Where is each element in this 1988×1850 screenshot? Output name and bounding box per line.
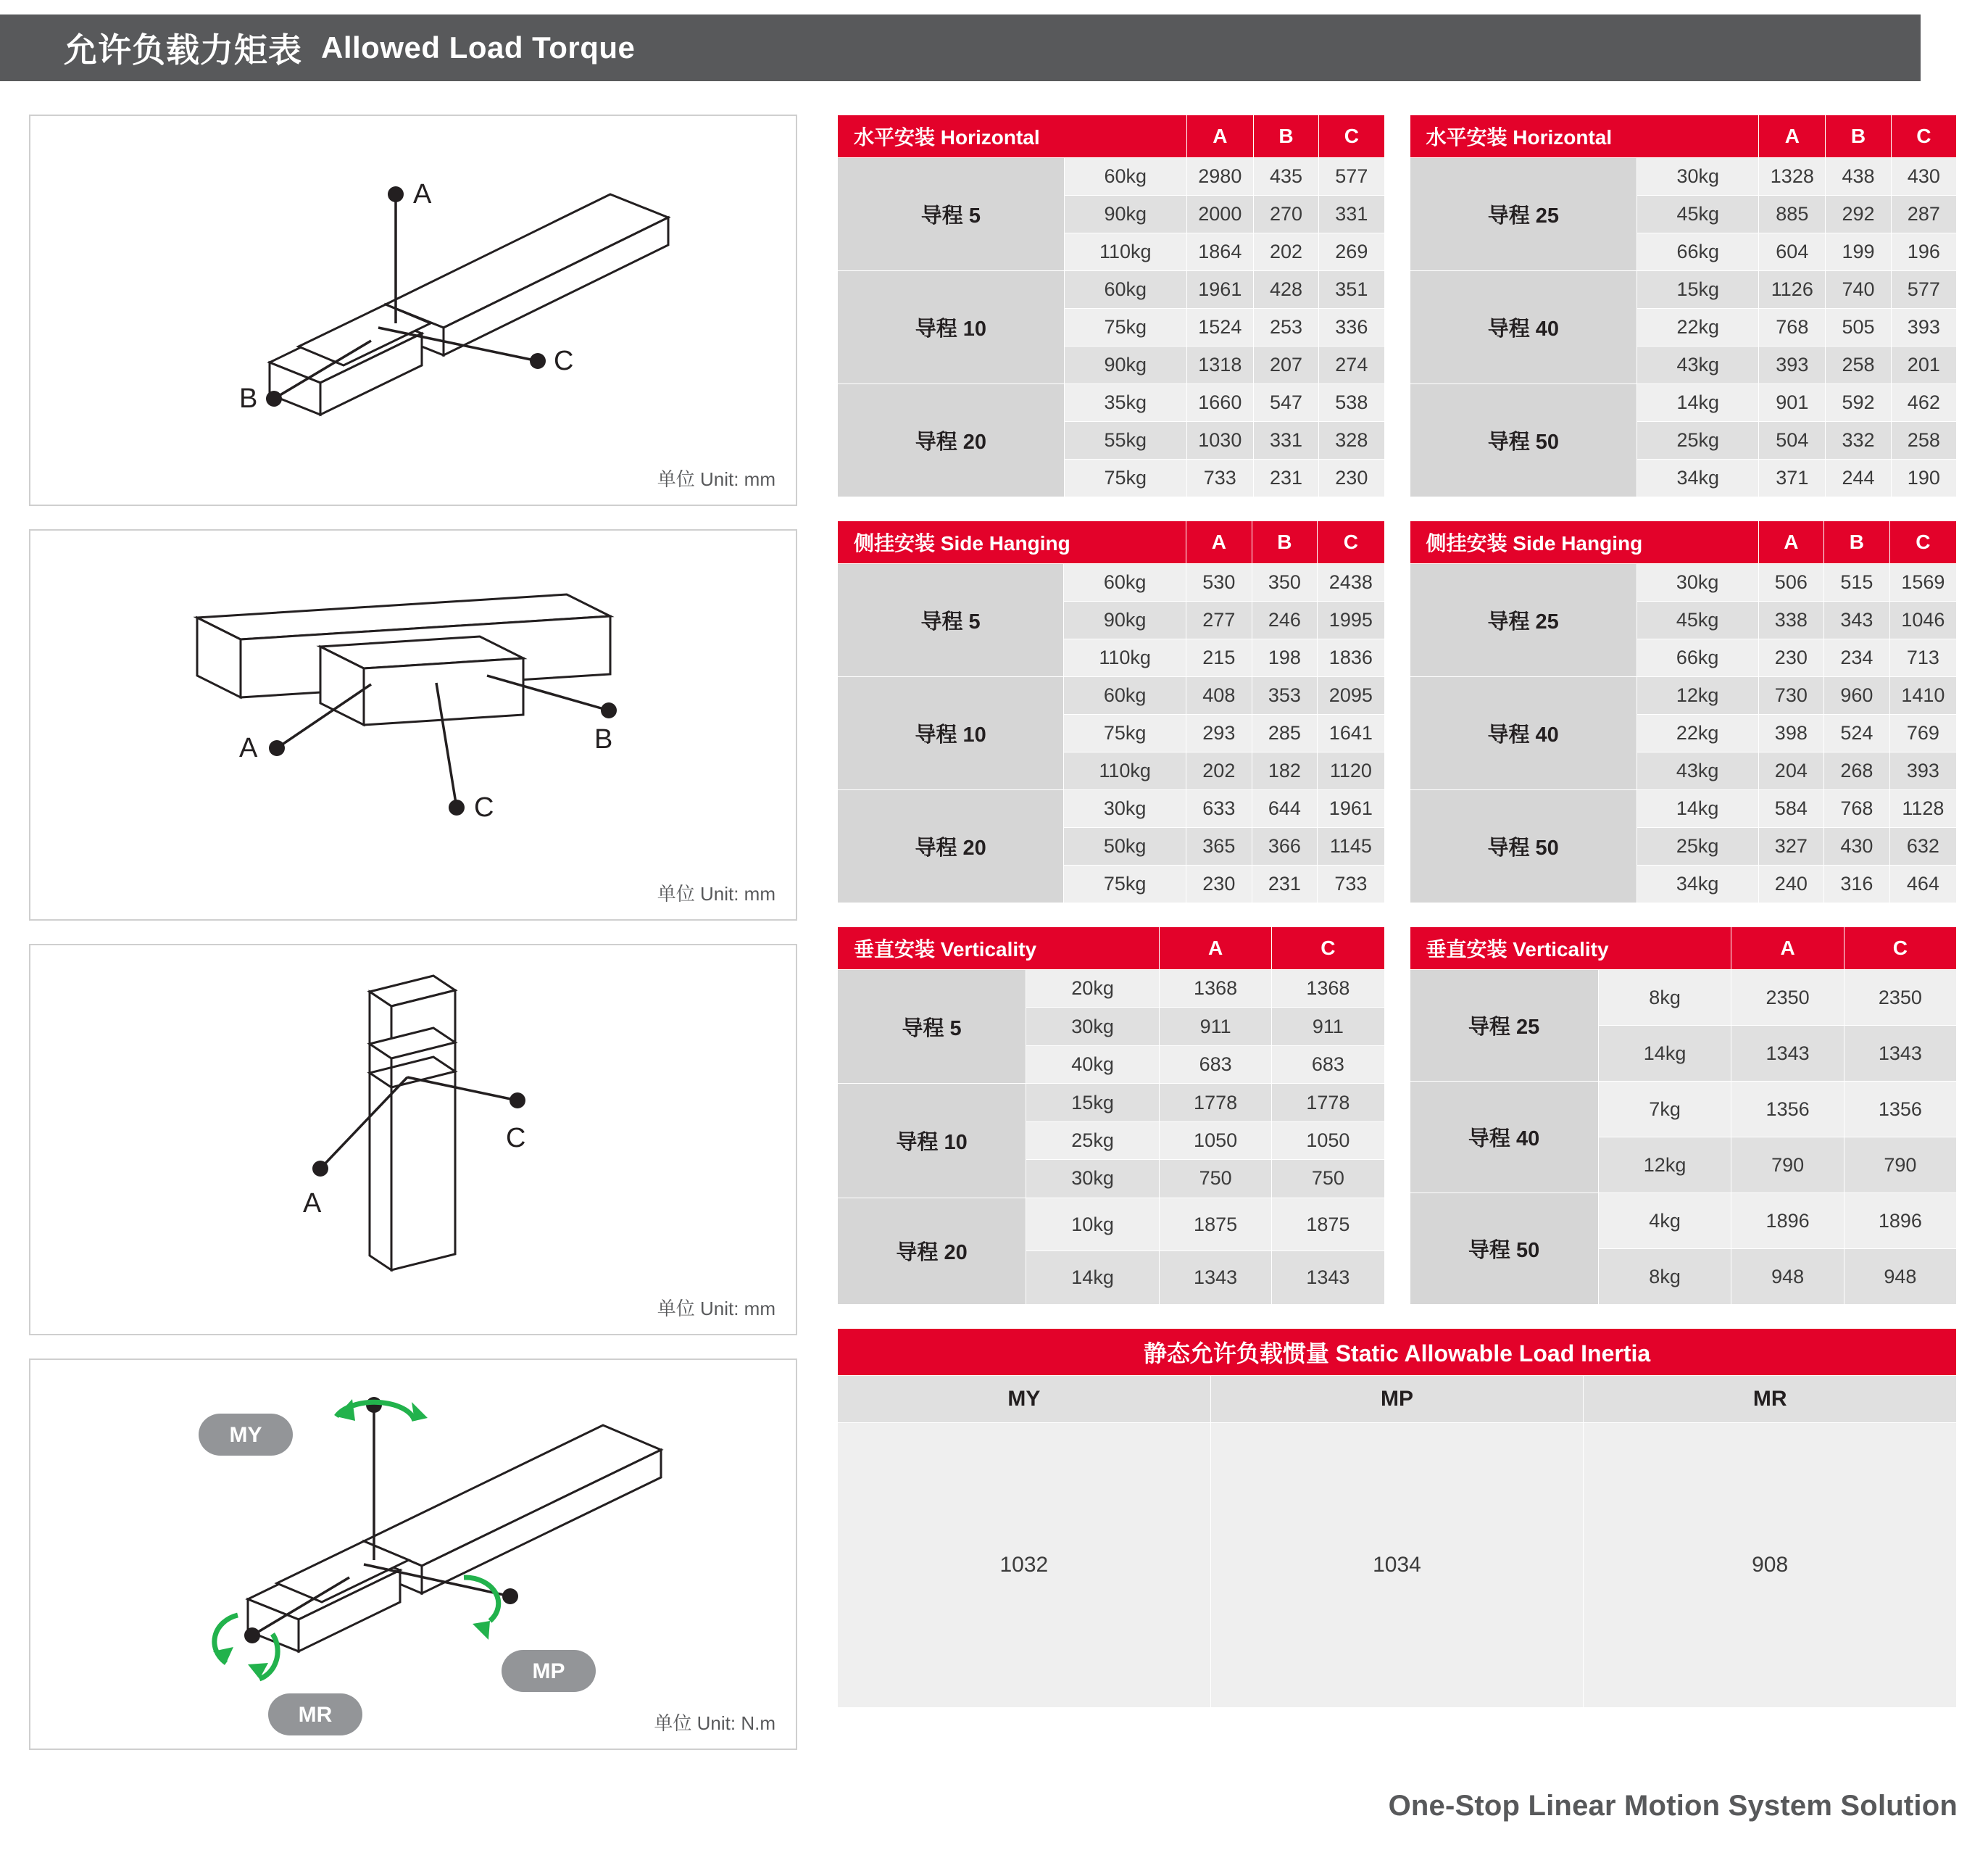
table-row: [838, 384, 1385, 422]
lead-label: 导程 50: [1410, 1193, 1598, 1305]
load-cell: 30kg: [1026, 1160, 1160, 1198]
load-cell: 75kg: [1064, 309, 1186, 347]
value-cell: 231: [1252, 866, 1318, 903]
lead-label: 导程 40: [1410, 271, 1637, 384]
verticality-tables: [837, 926, 1957, 1305]
value-cell: 430: [1891, 158, 1956, 196]
table-title: 侧挂安装 Side Hanging: [838, 521, 1186, 564]
value-cell: 1896: [1731, 1193, 1844, 1249]
load-cell: 25kg: [1636, 828, 1758, 866]
table-row: [838, 790, 1385, 828]
load-cell: 7kg: [1598, 1082, 1731, 1137]
load-cell: 90kg: [1064, 602, 1186, 639]
inertia-column-my: MY: [838, 1376, 1211, 1423]
value-cell: 2000: [1186, 196, 1253, 233]
value-cell: 199: [1826, 233, 1891, 271]
value-cell: 230: [1186, 866, 1252, 903]
horizontal-mounting-diagram: [29, 115, 797, 506]
value-cell: 1128: [1889, 790, 1956, 828]
value-cell: 464: [1889, 866, 1956, 903]
value-cell: 633: [1186, 790, 1252, 828]
svg-text:MP: MP: [532, 1659, 565, 1683]
value-cell: 292: [1826, 196, 1891, 233]
value-cell: 2438: [1318, 564, 1384, 602]
table-row: [1410, 677, 1957, 715]
load-cell: 34kg: [1637, 460, 1759, 497]
lead-label: 导程 40: [1410, 1082, 1598, 1193]
load-cell: 60kg: [1064, 564, 1186, 602]
value-cell: 204: [1758, 752, 1824, 790]
value-cell: 713: [1889, 639, 1956, 677]
load-cell: 20kg: [1026, 970, 1160, 1008]
table-side-hanging-left: [837, 520, 1385, 903]
table-title: 水平安装 Horizontal: [1410, 115, 1759, 158]
svg-text:MR: MR: [298, 1703, 333, 1727]
load-cell: 60kg: [1064, 158, 1186, 196]
table-row: [838, 1084, 1385, 1121]
column-header-a: A: [1159, 927, 1271, 970]
value-cell: 1864: [1186, 233, 1253, 271]
value-cell: 584: [1758, 790, 1824, 828]
value-cell: 1030: [1186, 422, 1253, 460]
verticality-diagram-svg: [30, 945, 796, 1334]
mr-badge: [268, 1693, 362, 1735]
value-cell: 202: [1253, 233, 1318, 271]
table-title: 垂直安装 Verticality: [838, 927, 1160, 970]
value-cell: 246: [1252, 602, 1318, 639]
value-cell: 215: [1186, 639, 1252, 677]
load-cell: 75kg: [1064, 460, 1186, 497]
moment-directions-diagram: [29, 1359, 797, 1750]
unit-label: 单位 Unit: mm: [657, 883, 775, 905]
value-cell: 277: [1186, 602, 1252, 639]
value-cell: 462: [1891, 384, 1956, 422]
table-row: [838, 677, 1385, 715]
value-cell: 365: [1186, 828, 1252, 866]
value-cell: 343: [1824, 602, 1890, 639]
load-cell: 14kg: [1636, 790, 1758, 828]
table-static-allowable-load-inertia: [837, 1328, 1957, 1708]
value-cell: 1995: [1318, 602, 1384, 639]
value-cell: 911: [1159, 1008, 1271, 1045]
table-row: [838, 158, 1385, 196]
value-cell: 644: [1252, 790, 1318, 828]
table-row: [838, 1423, 1957, 1708]
load-cell: 30kg: [1064, 790, 1186, 828]
lead-label: 导程 25: [1410, 158, 1637, 271]
value-cell: 730: [1758, 677, 1824, 715]
value-cell: 430: [1824, 828, 1890, 866]
table-row: [1410, 384, 1957, 422]
load-cell: 50kg: [1064, 828, 1186, 866]
column-header-c: C: [1844, 927, 1956, 970]
lead-label: 导程 5: [838, 158, 1065, 271]
svg-text:C: C: [554, 346, 574, 376]
horizontal-tables: [837, 115, 1957, 497]
value-cell: 1126: [1759, 271, 1826, 309]
load-cell: 12kg: [1598, 1137, 1731, 1193]
value-cell: 351: [1319, 271, 1384, 309]
value-cell: 1343: [1844, 1026, 1956, 1082]
value-cell: 885: [1759, 196, 1826, 233]
value-cell: 258: [1891, 422, 1956, 460]
value-cell: 1641: [1318, 715, 1384, 752]
value-cell: 790: [1844, 1137, 1956, 1193]
value-cell: 524: [1824, 715, 1890, 752]
value-cell: 733: [1186, 460, 1253, 497]
value-cell: 1328: [1759, 158, 1826, 196]
column-header-a: A: [1758, 521, 1824, 564]
value-cell: 505: [1826, 309, 1891, 347]
value-cell: 1875: [1159, 1198, 1271, 1251]
svg-text:B: B: [239, 383, 258, 414]
load-cell: 14kg: [1026, 1251, 1160, 1305]
table-row: [1410, 271, 1957, 309]
table-verticality-right: [1410, 926, 1958, 1305]
value-cell: 1343: [1731, 1026, 1844, 1082]
value-cell: 733: [1318, 866, 1384, 903]
page-header: [0, 14, 1921, 81]
value-cell: 201: [1891, 347, 1956, 384]
value-cell: 1896: [1844, 1193, 1956, 1249]
lead-label: 导程 10: [838, 1084, 1026, 1198]
load-cell: 25kg: [1637, 422, 1759, 460]
load-cell: 15kg: [1026, 1084, 1160, 1121]
value-cell: 1660: [1186, 384, 1253, 422]
value-cell: 577: [1319, 158, 1384, 196]
table-row: [1410, 790, 1957, 828]
inertia-value-my: 1032: [838, 1423, 1211, 1708]
inertia-column-mr: MR: [1584, 1376, 1957, 1423]
value-cell: 230: [1319, 460, 1384, 497]
svg-text:C: C: [474, 792, 494, 823]
tables-column: [837, 115, 1957, 1708]
value-cell: 1875: [1272, 1198, 1384, 1251]
value-cell: 182: [1252, 752, 1318, 790]
value-cell: 1569: [1889, 564, 1956, 602]
value-cell: 1145: [1318, 828, 1384, 866]
value-cell: 269: [1319, 233, 1384, 271]
value-cell: 331: [1319, 196, 1384, 233]
value-cell: 750: [1272, 1160, 1384, 1198]
value-cell: 270: [1253, 196, 1318, 233]
value-cell: 1778: [1272, 1084, 1384, 1121]
value-cell: 274: [1319, 347, 1384, 384]
value-cell: 366: [1252, 828, 1318, 866]
value-cell: 538: [1319, 384, 1384, 422]
lead-label: 导程 10: [838, 677, 1064, 790]
value-cell: 336: [1319, 309, 1384, 347]
load-cell: 12kg: [1636, 677, 1758, 715]
value-cell: 547: [1253, 384, 1318, 422]
lead-label: 导程 20: [838, 1198, 1026, 1304]
value-cell: 231: [1253, 460, 1318, 497]
lead-label: 导程 25: [1410, 970, 1598, 1082]
column-header-a: A: [1186, 115, 1253, 158]
value-cell: 2350: [1844, 970, 1956, 1026]
value-cell: 740: [1826, 271, 1891, 309]
value-cell: 338: [1758, 602, 1824, 639]
value-cell: 768: [1824, 790, 1890, 828]
load-cell: 25kg: [1026, 1121, 1160, 1159]
column-header-b: B: [1253, 115, 1318, 158]
value-cell: 287: [1891, 196, 1956, 233]
value-cell: 504: [1759, 422, 1826, 460]
value-cell: 353: [1252, 677, 1318, 715]
load-cell: 90kg: [1064, 196, 1186, 233]
load-cell: 14kg: [1598, 1026, 1731, 1082]
table-row: [1410, 1082, 1957, 1137]
load-cell: 66kg: [1636, 639, 1758, 677]
load-cell: 55kg: [1064, 422, 1186, 460]
load-cell: 30kg: [1637, 158, 1759, 196]
table-row: [838, 564, 1385, 602]
value-cell: 2095: [1318, 677, 1384, 715]
load-cell: 34kg: [1636, 866, 1758, 903]
value-cell: 768: [1759, 309, 1826, 347]
table-title: 水平安装 Horizontal: [838, 115, 1187, 158]
page-title-en: Allowed Load Torque: [321, 30, 636, 65]
unit-label: 单位 Unit: mm: [657, 468, 775, 490]
value-cell: 769: [1889, 715, 1956, 752]
lead-label: 导程 20: [838, 384, 1065, 497]
load-cell: 15kg: [1637, 271, 1759, 309]
value-cell: 327: [1758, 828, 1824, 866]
lead-label: 导程 50: [1410, 790, 1636, 903]
svg-text:A: A: [413, 179, 432, 210]
value-cell: 268: [1824, 752, 1890, 790]
svg-text:MY: MY: [229, 1423, 262, 1447]
value-cell: 293: [1186, 715, 1252, 752]
value-cell: 1343: [1159, 1251, 1271, 1305]
table-verticality-left: [837, 926, 1385, 1305]
load-cell: 14kg: [1637, 384, 1759, 422]
value-cell: 393: [1889, 752, 1956, 790]
my-badge: [199, 1414, 293, 1456]
table-row: [838, 1198, 1385, 1251]
value-cell: 408: [1186, 677, 1252, 715]
value-cell: 234: [1824, 639, 1890, 677]
load-cell: 30kg: [1026, 1008, 1160, 1045]
value-cell: 1961: [1318, 790, 1384, 828]
table-title: 垂直安装 Verticality: [1410, 927, 1731, 970]
lead-label: 导程 40: [1410, 677, 1636, 790]
value-cell: 2350: [1731, 970, 1844, 1026]
load-cell: 45kg: [1637, 196, 1759, 233]
value-cell: 948: [1844, 1249, 1956, 1305]
value-cell: 790: [1731, 1137, 1844, 1193]
value-cell: 1368: [1272, 970, 1384, 1008]
value-cell: 515: [1824, 564, 1890, 602]
value-cell: 577: [1891, 271, 1956, 309]
value-cell: 393: [1759, 347, 1826, 384]
value-cell: 1356: [1844, 1082, 1956, 1137]
horizontal-diagram-svg: [30, 116, 796, 505]
value-cell: 1836: [1318, 639, 1384, 677]
load-cell: 8kg: [1598, 1249, 1731, 1305]
value-cell: 948: [1731, 1249, 1844, 1305]
table-row: [1410, 1193, 1957, 1249]
value-cell: 1318: [1186, 347, 1253, 384]
unit-label: 单位 Unit: N.m: [654, 1712, 775, 1734]
inertia-value-mp: 1034: [1210, 1423, 1584, 1708]
moment-diagram-svg: [30, 1360, 796, 1749]
svg-text:C: C: [506, 1123, 526, 1153]
value-cell: 1368: [1159, 970, 1271, 1008]
value-cell: 196: [1891, 233, 1956, 271]
column-header-b: B: [1824, 521, 1890, 564]
value-cell: 438: [1826, 158, 1891, 196]
value-cell: 1524: [1186, 309, 1253, 347]
footer-tagline: One-Stop Linear Motion System Solution: [1388, 1790, 1958, 1822]
value-cell: 1120: [1318, 752, 1384, 790]
value-cell: 253: [1253, 309, 1318, 347]
load-cell: 10kg: [1026, 1198, 1160, 1251]
load-cell: 75kg: [1064, 866, 1186, 903]
value-cell: 230: [1758, 639, 1824, 677]
inertia-column-mp: MP: [1210, 1376, 1584, 1423]
value-cell: 1961: [1186, 271, 1253, 309]
load-cell: 110kg: [1064, 233, 1186, 271]
value-cell: 244: [1826, 460, 1891, 497]
load-cell: 35kg: [1064, 384, 1186, 422]
value-cell: 398: [1758, 715, 1824, 752]
load-cell: 60kg: [1064, 271, 1186, 309]
value-cell: 1050: [1159, 1121, 1271, 1159]
column-header-b: B: [1826, 115, 1891, 158]
value-cell: 1410: [1889, 677, 1956, 715]
verticality-mounting-diagram: [29, 944, 797, 1335]
value-cell: 428: [1253, 271, 1318, 309]
value-cell: 683: [1159, 1045, 1271, 1083]
table-row: [1410, 970, 1957, 1026]
value-cell: 350: [1252, 564, 1318, 602]
inertia-title: 静态允许负载惯量 Static Allowable Load Inertia: [838, 1329, 1957, 1376]
value-cell: 332: [1826, 422, 1891, 460]
value-cell: 1356: [1731, 1082, 1844, 1137]
value-cell: 530: [1186, 564, 1252, 602]
column-header-c: C: [1891, 115, 1956, 158]
lead-label: 导程 20: [838, 790, 1064, 903]
value-cell: 258: [1826, 347, 1891, 384]
load-cell: 75kg: [1064, 715, 1186, 752]
load-cell: 60kg: [1064, 677, 1186, 715]
load-cell: 90kg: [1064, 347, 1186, 384]
svg-text:B: B: [594, 724, 613, 755]
table-horizontal-right: [1410, 115, 1958, 497]
value-cell: 240: [1758, 866, 1824, 903]
side-hanging-diagram-svg: [30, 531, 796, 919]
value-cell: 750: [1159, 1160, 1271, 1198]
table-title: 侧挂安装 Side Hanging: [1410, 521, 1758, 564]
column-header-c: C: [1889, 521, 1956, 564]
load-cell: 30kg: [1636, 564, 1758, 602]
table-row: [1410, 158, 1957, 196]
value-cell: 911: [1272, 1008, 1384, 1045]
load-cell: 45kg: [1636, 602, 1758, 639]
table-row: [838, 271, 1385, 309]
value-cell: 2980: [1186, 158, 1253, 196]
column-header-a: A: [1731, 927, 1844, 970]
column-header-a: A: [1759, 115, 1826, 158]
column-header-b: B: [1252, 521, 1318, 564]
load-cell: 40kg: [1026, 1045, 1160, 1083]
mp-badge: [502, 1650, 596, 1692]
svg-text:A: A: [239, 733, 258, 763]
column-header-c: C: [1272, 927, 1384, 970]
load-cell: 8kg: [1598, 970, 1731, 1026]
value-cell: 683: [1272, 1045, 1384, 1083]
figures-column: [29, 115, 797, 1773]
value-cell: 285: [1252, 715, 1318, 752]
table-row: [1410, 564, 1957, 602]
value-cell: 202: [1186, 752, 1252, 790]
value-cell: 901: [1759, 384, 1826, 422]
value-cell: 960: [1824, 677, 1890, 715]
value-cell: 1050: [1272, 1121, 1384, 1159]
lead-label: 导程 5: [838, 564, 1064, 677]
lead-label: 导程 25: [1410, 564, 1636, 677]
load-cell: 22kg: [1637, 309, 1759, 347]
side-hanging-mounting-diagram: [29, 529, 797, 921]
table-horizontal-left: [837, 115, 1385, 497]
value-cell: 198: [1252, 639, 1318, 677]
column-header-c: C: [1318, 521, 1384, 564]
value-cell: 371: [1759, 460, 1826, 497]
load-cell: 43kg: [1637, 347, 1759, 384]
value-cell: 632: [1889, 828, 1956, 866]
value-cell: 331: [1253, 422, 1318, 460]
load-cell: 22kg: [1636, 715, 1758, 752]
value-cell: 190: [1891, 460, 1956, 497]
value-cell: 316: [1824, 866, 1890, 903]
table-side-hanging-right: [1410, 520, 1958, 903]
lead-label: 导程 5: [838, 970, 1026, 1084]
load-cell: 4kg: [1598, 1193, 1731, 1249]
value-cell: 328: [1319, 422, 1384, 460]
load-cell: 66kg: [1637, 233, 1759, 271]
side-hanging-tables: [837, 520, 1957, 903]
value-cell: 506: [1758, 564, 1824, 602]
svg-text:A: A: [303, 1188, 322, 1219]
value-cell: 207: [1253, 347, 1318, 384]
column-header-a: A: [1186, 521, 1252, 564]
lead-label: 导程 10: [838, 271, 1065, 384]
value-cell: 1778: [1159, 1084, 1271, 1121]
table-row: [838, 970, 1385, 1008]
column-header-c: C: [1319, 115, 1384, 158]
inertia-value-mr: 908: [1584, 1423, 1957, 1708]
load-cell: 110kg: [1064, 639, 1186, 677]
unit-label: 单位 Unit: mm: [657, 1298, 775, 1319]
value-cell: 393: [1891, 309, 1956, 347]
value-cell: 1343: [1272, 1251, 1384, 1305]
value-cell: 592: [1826, 384, 1891, 422]
value-cell: 435: [1253, 158, 1318, 196]
value-cell: 1046: [1889, 602, 1956, 639]
lead-label: 导程 50: [1410, 384, 1637, 497]
page-title-cn: 允许负载力矩表: [64, 31, 302, 69]
load-cell: 110kg: [1064, 752, 1186, 790]
load-cell: 43kg: [1636, 752, 1758, 790]
value-cell: 604: [1759, 233, 1826, 271]
